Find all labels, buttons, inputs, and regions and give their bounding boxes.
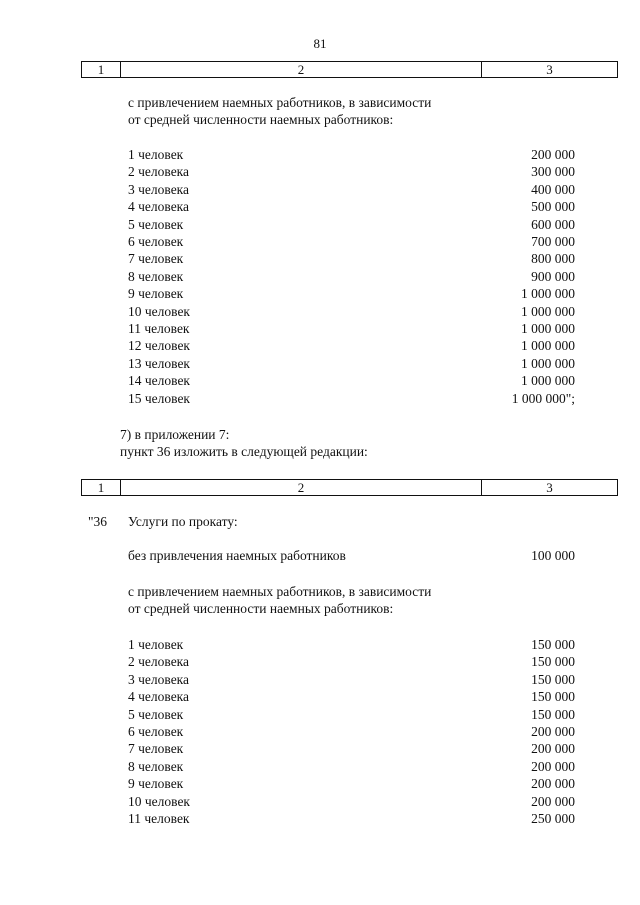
column-header-cell-2: 2 — [121, 480, 482, 495]
row-value: 150 000 — [531, 654, 575, 670]
row-label: 4 человека — [128, 199, 190, 215]
row-value: 150 000 — [531, 637, 575, 652]
row-value: 200 000 — [531, 147, 575, 162]
row-label: 11 человек — [128, 321, 190, 336]
table-row — [0, 758, 640, 775]
amendment-line-1: 7) в приложении 7: — [120, 427, 230, 442]
table-row — [0, 250, 640, 267]
row-value: 1 000 000 — [521, 338, 575, 354]
row-label: 4 человека — [128, 689, 190, 705]
row-label: 7 человек — [128, 741, 184, 757]
section1-intro-line-2: от средней численности наемных работников: — [128, 112, 394, 128]
table-row — [0, 740, 640, 757]
table-row — [0, 390, 640, 407]
table-row — [0, 636, 640, 653]
table-row — [0, 723, 640, 740]
table-row — [0, 775, 640, 792]
row-label: 6 человек — [128, 234, 184, 249]
row-value: 150 000 — [531, 706, 575, 722]
row-label: 3 человека — [128, 671, 190, 687]
row-value: 700 000 — [531, 234, 575, 249]
table-row — [0, 181, 640, 198]
section2-intro-line-1: с привлечением наемных работников, в зависимости — [128, 584, 432, 599]
without-staff-row — [0, 547, 640, 564]
item-number: "36 — [88, 514, 108, 529]
row-value: 1 000 000 — [521, 321, 575, 336]
table-row — [0, 653, 640, 670]
row-label: 8 человек — [128, 268, 184, 284]
row-label: 11 человек — [128, 811, 190, 826]
row-value: 150 000 — [531, 671, 575, 687]
row-value: 1 000 000 — [521, 286, 575, 302]
row-label: 5 человек — [128, 216, 184, 232]
row-value: 200 000 — [531, 724, 575, 739]
row-value: 1 000 000 — [521, 355, 575, 371]
row-value: 900 000 — [531, 268, 575, 284]
row-label: 1 человек — [128, 637, 184, 652]
table-row — [0, 216, 640, 233]
table-row — [0, 706, 640, 723]
row-value: 200 000 — [531, 776, 575, 792]
column-header-cell-1: 1 — [82, 62, 121, 77]
row-label: 5 человек — [128, 706, 184, 722]
column-header-2 — [81, 479, 618, 496]
row-label: 3 человека — [128, 181, 190, 197]
row-value: 400 000 — [531, 181, 575, 197]
table-row — [0, 233, 640, 250]
table-row — [0, 688, 640, 705]
row-value: 1 000 000"; — [511, 390, 575, 406]
amendment-line-2: пункт 36 изложить в следующей редакции: — [120, 444, 368, 459]
item-title: Услуги по прокату: — [128, 514, 238, 529]
row-label: 10 человек — [128, 303, 190, 319]
row-label: 7 человек — [128, 251, 184, 267]
row-value: 1 000 000 — [521, 373, 575, 389]
row-label: 6 человек — [128, 724, 184, 739]
table-row — [0, 793, 640, 810]
column-header-1 — [81, 61, 618, 78]
row-value: 300 000 — [531, 164, 575, 180]
table-row — [0, 303, 640, 320]
table-row — [0, 198, 640, 215]
table-row — [0, 163, 640, 180]
table-row — [0, 320, 640, 337]
section2-intro-line-2: от средней численности наемных работников: — [128, 601, 394, 617]
row-value: 200 000 — [531, 758, 575, 774]
row-value: 200 000 — [531, 793, 575, 809]
column-header-cell-3: 3 — [546, 480, 553, 495]
without-staff-label: без привлечения наемных работников — [128, 548, 346, 563]
row-value: 250 000 — [531, 811, 575, 826]
section2-intro — [128, 583, 431, 618]
column-header-cell-3: 3 — [546, 62, 553, 77]
table-row — [0, 355, 640, 372]
table-row — [0, 268, 640, 285]
row-label: 10 человек — [128, 793, 190, 809]
row-label: 9 человек — [128, 286, 184, 302]
table-row — [0, 372, 640, 389]
row-value: 500 000 — [531, 199, 575, 215]
row-value: 200 000 — [531, 741, 575, 757]
row-value: 800 000 — [531, 251, 575, 267]
section1-intro — [128, 94, 431, 129]
row-label: 12 человек — [128, 338, 190, 354]
table-row — [0, 146, 640, 163]
row-label: 15 человек — [128, 390, 190, 406]
section1-intro-line-1: с привлечением наемных работников, в зависимости — [128, 95, 432, 110]
row-value: 1 000 000 — [521, 303, 575, 319]
table-row — [0, 810, 640, 827]
column-header-cell-1: 1 — [82, 480, 121, 495]
row-label: 2 человека — [128, 654, 190, 670]
table-row — [0, 671, 640, 688]
without-staff-value: 100 000 — [531, 548, 575, 563]
table-row — [0, 337, 640, 354]
row-label: 14 человек — [128, 373, 190, 389]
column-header-cell-2: 2 — [121, 62, 482, 77]
row-label: 13 человек — [128, 355, 190, 371]
row-value: 600 000 — [531, 216, 575, 232]
table-row — [0, 285, 640, 302]
row-label: 1 человек — [128, 147, 184, 162]
row-label: 8 человек — [128, 758, 184, 774]
page-number: 81 — [313, 36, 327, 51]
row-label: 2 человека — [128, 164, 190, 180]
row-label: 9 человек — [128, 776, 184, 792]
row-value: 150 000 — [531, 689, 575, 705]
